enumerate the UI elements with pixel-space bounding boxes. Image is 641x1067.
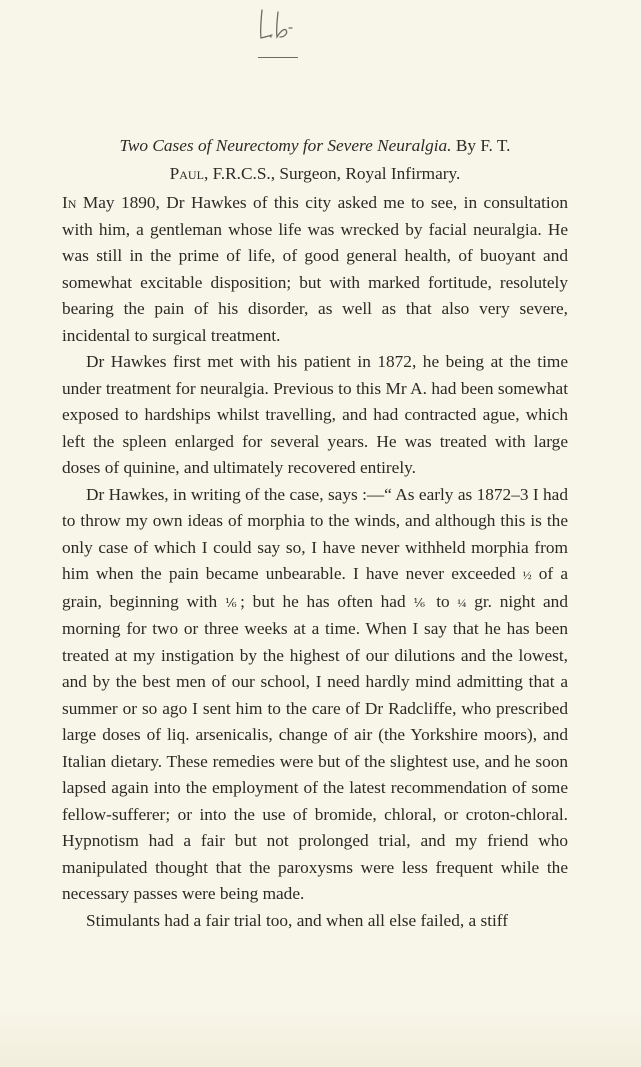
paragraph-3 [62, 482, 568, 908]
paragraph-3-text-b: of a grain, beginning with [62, 564, 568, 611]
title-by: By F. T. [455, 136, 511, 155]
article-body [62, 132, 568, 934]
paragraph-2: Dr Hawkes first met with his patient in 1872, he being at the time under treatment for neuralgia. Previous to this Mr A. had been somewhat exposed to hardships whilst travelling, and had contracted ague, which left the spleen enlarged for several years. He was treated with large doses of quinine, and ultimately recovered entirely. [62, 352, 568, 477]
article-title [62, 132, 568, 188]
paragraph-3-text-d: to [428, 591, 458, 611]
paragraph-1-text: May 1890, Dr Hawkes of this city asked me to see, in consultation with him, a gentleman whose life was wrecked by facial neuralgia. He was still in the prime of life, of good general health, of buoyant and somewhat excitable disposition; but with marked fortitude, resolutely bearing the pain of his disorder, as well as that also very severe, incidental to surgical treatment. [62, 193, 568, 345]
author-surname: Paul [169, 164, 204, 183]
paragraph-3-text-a: Dr Hawkes, in writing of the case, says :—“ As early as 1872–3 I had to throw my own ideas of morphia to the winds, and although this is the only case of which I could say so, I have never withheld morphia from him when the pain became unbearable. I have never exceeded [62, 484, 568, 583]
title-italic-text: Two Cases of Neurectomy for Severe Neuralgia. [119, 136, 452, 155]
header-rule [258, 57, 298, 58]
fraction-one-sixth-second: ⅙ [413, 595, 429, 610]
author-credentials: , F.R.C.S., Surgeon, Royal Infirmary. [203, 164, 461, 183]
paragraph-1-lead: In [62, 193, 77, 212]
paragraph-4: Stimulants had a fair trial too, and when all else failed, a stiff [86, 910, 508, 930]
fraction-one-sixth: ⅙ [224, 595, 241, 610]
paragraph-3-text-e: gr. night and morning for two or three weeks at a time. When I say that he has been treated at my instigation by the highest of our dilutions and the lowest, and by the best men of our school, I need hardly mind admitting that a summer or so ago I sent him to the care of Dr Radcliffe, who prescribed large doses of liq. arsenicalis, change of air (the Yorkshire moors), and Italian dietary. These remedies were but of the slightest use, and he soon lapsed again into the employment of the latest recommendation of some fellow-sufferer; or into the use of bromide, chloral, or croton-chloral. Hypnotism had a fair but not prolonged trial, and my friend who manipulated thought that the paroxysms were less frequent while the necessary passes were being made. [62, 591, 568, 903]
paragraph-1 [62, 190, 568, 349]
fraction-one-half: ½ [522, 568, 532, 582]
paragraph-3-text-c: ; but he has often had [240, 591, 414, 611]
handwritten-initials [256, 6, 300, 46]
fraction-one-quarter: ¼ [457, 595, 467, 610]
page-bottom-shading [0, 1007, 641, 1067]
